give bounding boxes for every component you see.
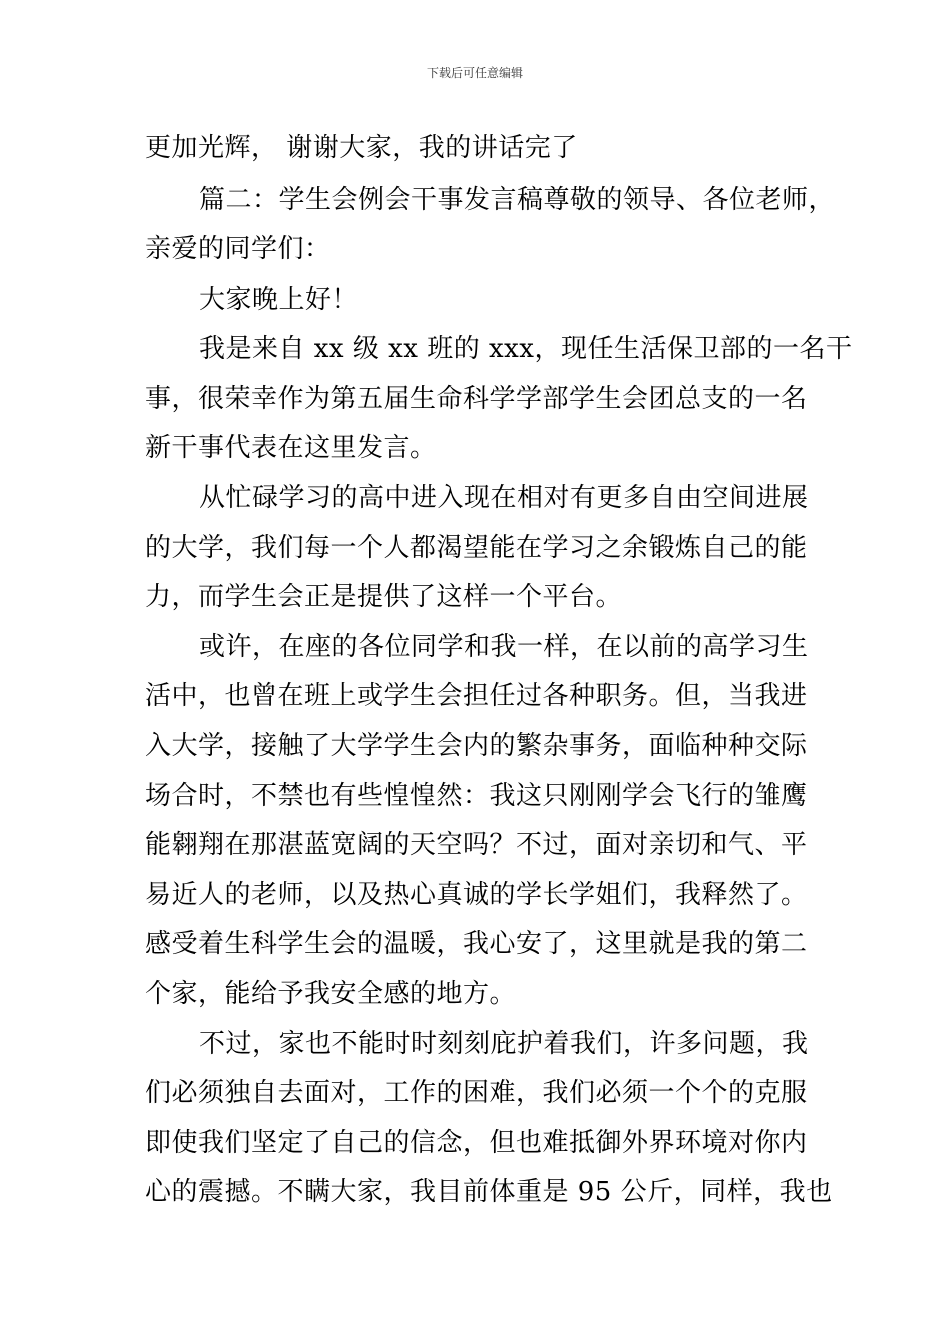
page-header: 下载后可任意编辑 <box>426 66 523 80</box>
text-line: 更加光辉， 谢谢大家，我的讲话完了 <box>145 133 578 163</box>
text-line: 从忙碌学习的高中进入现在相对有更多自由空间进展 <box>199 483 809 513</box>
text-line: 大家晚上好！ <box>199 285 359 315</box>
text-line: 力，而学生会正是提供了这样一个平台。 <box>145 582 623 612</box>
text-line: 场合时，不禁也有些惶惶然：我这只刚刚学会飞行的雏鹰 <box>145 781 808 811</box>
text-line: 或许，在座的各位同学和我一样，在以前的高学习生 <box>199 632 809 662</box>
text-line: 事，很荣幸作为第五届生命科学学部学生会团总支的一名 <box>145 384 808 414</box>
text-line: 不过，家也不能时时刻刻庇护着我们，许多问题，我 <box>199 1029 809 1059</box>
text-line: 们必须独自去面对，工作的困难，我们必须一个个的克服 <box>145 1078 808 1108</box>
text-line: 我是来自 xx 级 xx 班的 xxx，现任生活保卫部的一名干 <box>199 334 853 364</box>
text-line: 心的震撼。不瞒大家，我目前体重是 95 公斤，同样，我也 <box>145 1177 833 1207</box>
text-line: 易近人的老师，以及热心真诚的学长学姐们，我释然了。 <box>145 880 808 910</box>
text-line: 能翱翔在那湛蓝宽阔的天空吗？不过，面对亲切和气、平 <box>145 830 808 860</box>
text-line: 的大学，我们每一个人都渴望能在学习之余锻炼自己的能 <box>145 533 808 563</box>
text-line: 活中，也曾在班上或学生会担任过各种职务。但，当我进 <box>145 681 808 711</box>
text-line: 感受着生科学生会的温暖，我心安了，这里就是我的第二 <box>145 929 808 959</box>
text-line: 个家，能给予我安全感的地方。 <box>145 979 517 1009</box>
text-line: 即使我们坚定了自己的信念，但也难抵御外界环境对你内 <box>145 1128 808 1158</box>
text-line: 篇二：学生会例会干事发言稿尊敬的领导、各位老师， <box>199 185 836 215</box>
text-line: 入大学，接触了大学学生会内的繁杂事务，面临种种交际 <box>145 731 808 761</box>
text-line: 新干事代表在这里发言。 <box>145 433 437 463</box>
text-line: 亲爱的同学们： <box>145 234 331 264</box>
